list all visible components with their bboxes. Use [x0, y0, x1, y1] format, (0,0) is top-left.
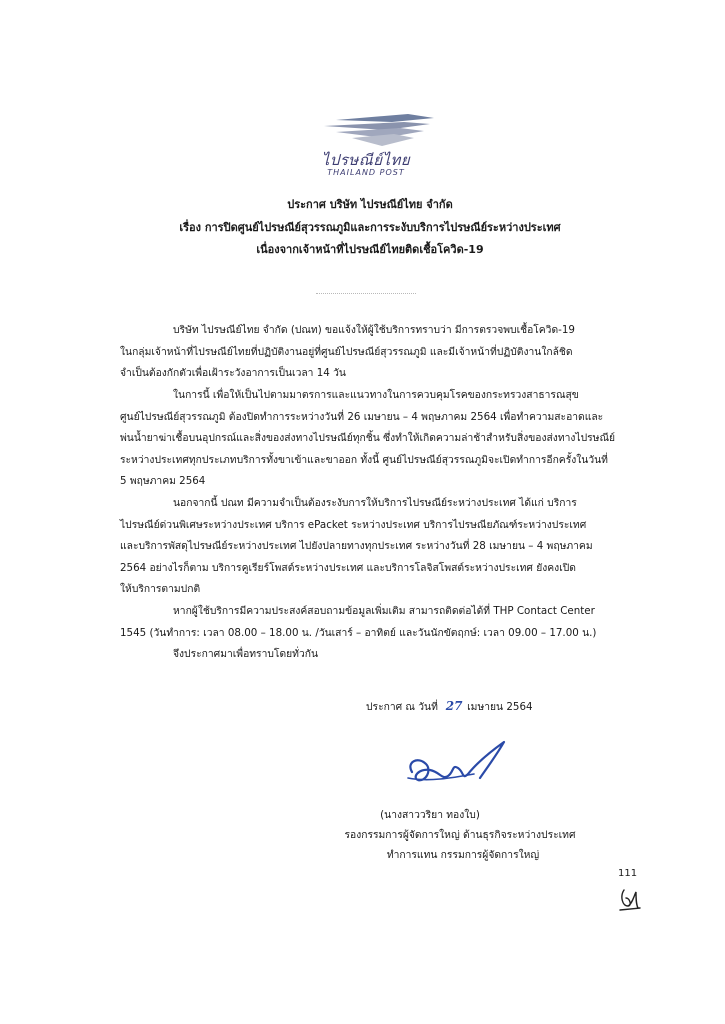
paragraph-line: บริษัท ไปรษณีย์ไทย จำกัด (ปณท) ขอแจ้งให้ผู้ใช้บริการทราบว่า มีการตรวจพบเชื้อโควิด-19: [173, 324, 575, 336]
paragraph-line: ในการนี้ เพื่อให้เป็นไปตามมาตรการและแนวทางในการควบคุมโรคของกระทรวงสาธารณสุข: [173, 389, 579, 401]
signatory-position: รองกรรมการผู้จัดการใหญ่ ด้านธุรกิจระหว่างประเทศ: [344, 829, 576, 841]
paragraph-line: ระหว่างประเทศทุกประเภทบริการทั้งขาเข้าและขาออก ทั้งนี้ ศูนย์ไปรษณีย์สุวรรณภูมิจะเปิดทำการอีกครั้งในวันที่: [120, 454, 608, 466]
paragraph-line: ในกลุ่มเจ้าหน้าที่ไปรษณีย์ไทยที่ปฏิบัติงานอยู่ที่ศูนย์ไปรษณีย์สุวรรณภูมิ และมีเจ้าหน้าที่ปฏิบัติงานใกล้ชิด: [120, 346, 573, 358]
announcement-subject: เรื่อง การปิดศูนย์ไปรษณีย์สุวรรณภูมิและการระงับบริการไปรษณีย์ระหว่างประเทศ: [179, 221, 561, 234]
paragraph-line: นอกจากนี้ ปณท มีความจำเป็นต้องระงับการให้บริการไปรษณีย์ระหว่างประเทศ ได้แก่ บริการ: [173, 497, 577, 509]
date-day-handwritten: 27: [445, 699, 463, 713]
signatory-acting-position: ทำการแทน กรรมการผู้จัดการใหญ่: [386, 849, 540, 861]
paragraph-line: จำเป็นต้องกักตัวเพื่อเฝ้าระวังอาการเป็นเวลา 14 วัน: [120, 367, 346, 379]
wing-logo-icon: [296, 108, 436, 150]
paragraph-line: พ่นน้ำยาฆ่าเชื้อบนอุปกรณ์และสิ่งของส่งทางไปรษณีย์ทุกชิ้น ซึ่งทำให้เกิดความล่าช้าสำหรับสิ่งของส่งทางไปรษณีย์: [120, 432, 616, 444]
paragraph-line: หากผู้ใช้บริการมีความประสงค์สอบถามข้อมูลเพิ่มเติม สามารถติดต่อได้ที่ THP Contact Center: [173, 605, 595, 617]
paragraph-line: ศูนย์ไปรษณีย์สุวรรณภูมิ ต้องปิดทำการระหว่างวันที่ 26 เมษายน – 4 พฤษภาคม 2564 เพื่อทำความสะอาดและ: [120, 411, 604, 423]
paragraph-line: ให้บริการตามปกติ: [120, 583, 201, 595]
paragraph-line: 5 พฤษภาคม 2564: [120, 475, 206, 487]
divider: [316, 293, 416, 294]
signatory-name: (นางสาววริยา ทองใบ): [380, 809, 480, 821]
thailand-post-logo: [296, 108, 436, 190]
paragraph-line: และบริการพัสดุไปรษณีย์ระหว่างประเทศ ไปยังปลายทางทุกประเทศ ระหว่างวันที่ 28 เมษายน – 4 พฤษภาคม: [120, 540, 593, 552]
paragraph-line: 1545 (วันทำการ: เวลา 08.00 – 18.00 น. /วันเสาร์ – อาทิตย์ และวันนักขัตฤกษ์: เวลา 09.00 – 17.00 น.): [120, 627, 597, 639]
announcement-date: [366, 698, 533, 715]
logo-thai-name: ไปรษณีย์ไทย: [321, 151, 411, 169]
paragraph-line: ไปรษณีย์ด่วนพิเศษระหว่างประเทศ บริการ ePacket ระหว่างประเทศ บริการไปรษณียภัณฑ์ระหว่างประเทศ: [120, 519, 587, 531]
closing-line: จึงประกาศมาเพื่อทราบโดยทั่วกัน: [173, 648, 319, 660]
announcement-subject-cont: เนื่องจากเจ้าหน้าที่ไปรษณีย์ไทยติดเชื้อโควิด-19: [256, 243, 484, 256]
handwritten-initial: [616, 884, 646, 914]
date-suffix: เมษายน 2564: [467, 701, 533, 713]
handwritten-signature: [404, 738, 524, 798]
paragraph-line: 2564 อย่างไรก็ตาม บริการคูเรียร์โพสต์ระหว่างประเทศ และบริการโลจิสโพสต์ระหว่างประเทศ ยังคงเปิด: [120, 562, 576, 574]
announcement-title: ประกาศ บริษัท ไปรษณีย์ไทย จำกัด: [287, 198, 453, 211]
logo-english-name: THAILAND POST: [327, 168, 405, 177]
date-prefix: ประกาศ ณ วันที่: [366, 701, 438, 713]
reference-number: 111: [618, 868, 638, 879]
